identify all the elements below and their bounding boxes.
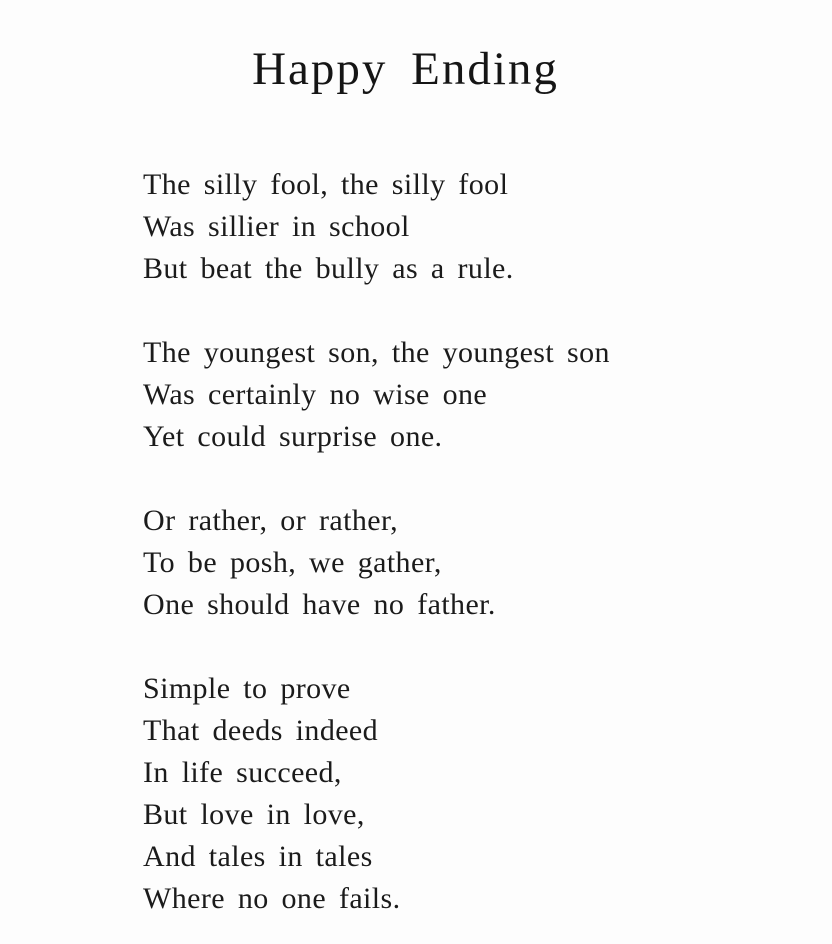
poem-line: Simple to prove	[143, 672, 351, 705]
poem-content	[143, 42, 668, 920]
poem-line: That deeds indeed	[143, 714, 379, 747]
stanza-1	[143, 164, 668, 290]
stanza-2	[143, 332, 668, 458]
poem-line: The youngest son, the youngest son	[143, 336, 610, 369]
poem-line: Where no one fails.	[143, 882, 401, 915]
poem-title: Happy Ending	[252, 43, 559, 95]
poem-line: To be posh, we gather,	[143, 546, 442, 579]
stanza-3	[143, 500, 668, 626]
stanza-4	[143, 668, 668, 920]
poem-line: But beat the bully as a rule.	[143, 252, 514, 285]
poem-line: Was certainly no wise one	[143, 378, 488, 411]
poem-line: And tales in tales	[143, 840, 373, 873]
poem-line: The silly fool, the silly fool	[143, 168, 509, 201]
poem-line: One should have no father.	[143, 588, 496, 621]
poem-line: Yet could surprise one.	[143, 420, 443, 453]
poem-line: In life succeed,	[143, 756, 342, 789]
poem-line: But love in love,	[143, 798, 365, 831]
poem-line: Or rather, or rather,	[143, 504, 399, 537]
poem-line: Was sillier in school	[143, 210, 410, 243]
